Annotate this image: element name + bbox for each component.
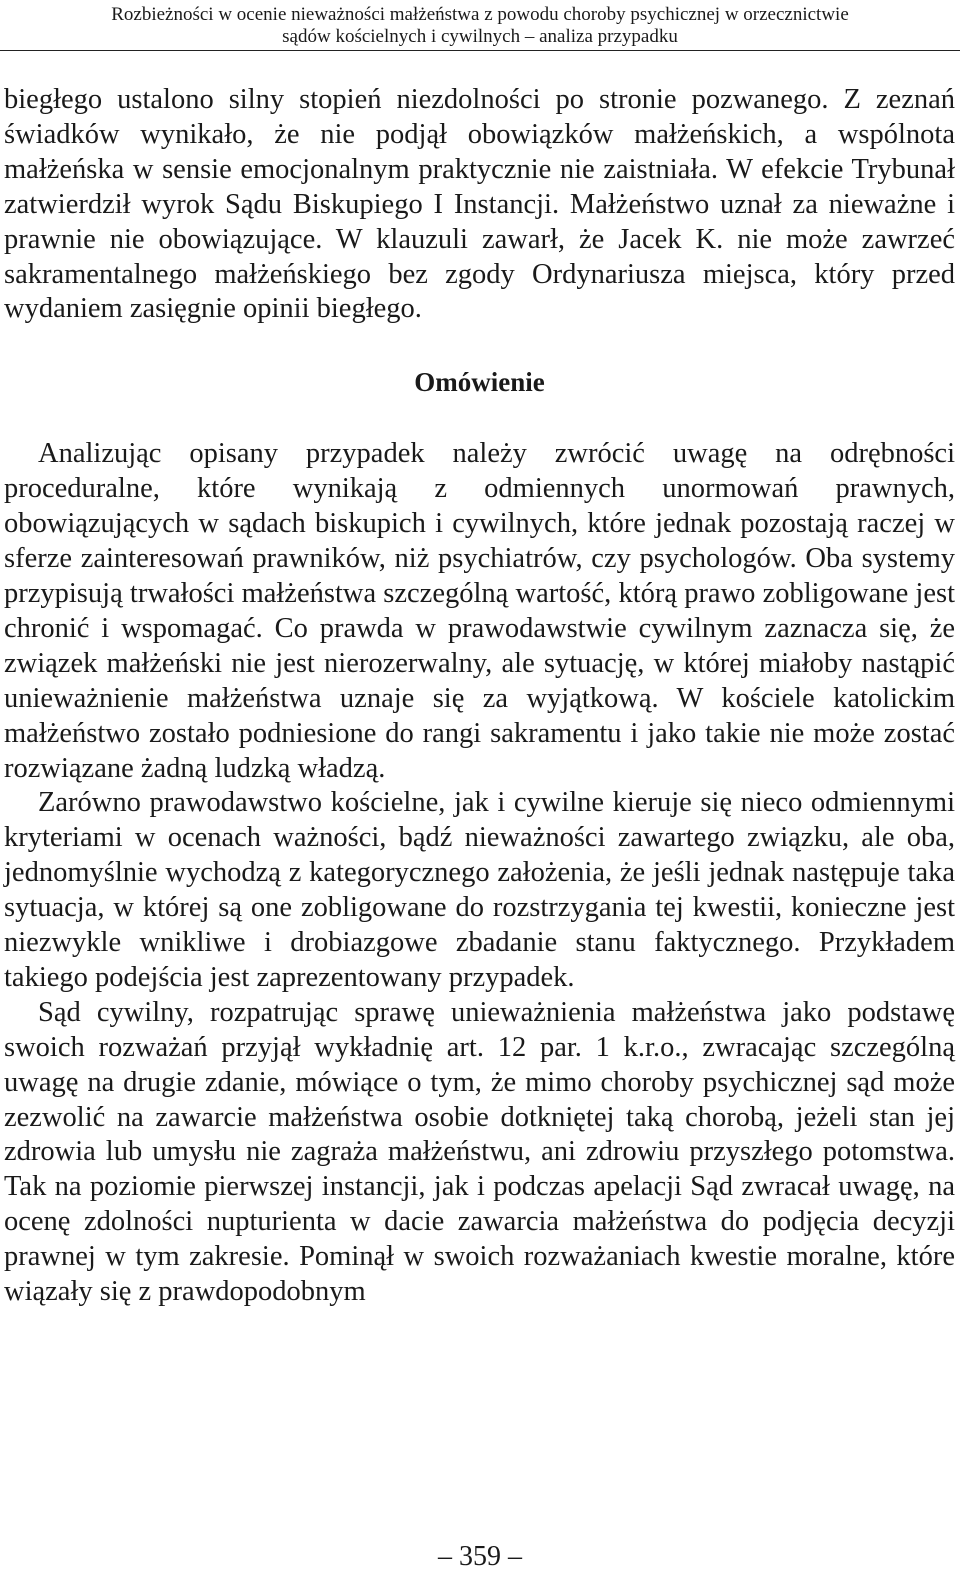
paragraph: Analizując opisany przypadek należy zwrócić uwagę na odrębności proceduralne, które wynikają z odmiennych unormowań prawnych, obowiązujących w sądach biskupich i cywilnych, które jednak pozostają raczej w sferze zainteresowań prawników, niż psychiatrów, czy psychologów. Oba systemy przypisują trwałości małżeństwa szczególną wartość, którą prawo zobligowane jest chronić i wspomagać. Co prawda w prawodawstwie cywilnym zaznacza się, że związek małżeński nie jest nierozerwalny, ale sytuację, w której miałoby nastąpić unieważnienie małżeństwa uznaje się za wyjątkową. W kościele katolickim małżeństwo zostało podniesione do rangi sakramentu i jako takie nie może zostać rozwiązane żadną ludzką władzą.	[4, 438, 955, 784]
header-divider	[0, 50, 960, 51]
body-text	[4, 83, 955, 1310]
running-header	[0, 4, 960, 48]
section-heading: Omówienie	[414, 367, 545, 398]
paragraph: Sąd cywilny, rozpatrując sprawę unieważnienia małżeństwa jako podstawę swoich rozważań przyjął wykładnię art. 12 par. 1 k.r.o., zwracając szczególną uwagę na drugie zdanie, mówiące o tym, że mimo choroby psychicznej sąd może zezwolić na zawarcie małżeństwa osobie dotkniętej taką chorobą, jeżeli stan jej zdrowia lub umysłu nie zagraża małżeństwu, ani zdrowiu przyszłego potomstwa. Tak na poziomie pierwszej instancji, jak i podczas apelacji Sąd zwracał uwagę, na ocenę zdolności nupturienta w dacie zawarcia małżeństwa do podjęcia decyzji prawnej w tym zakresie. Pominął w swoich rozważaniach kwestie moralne, które wiązały się z prawdopodobnym	[4, 996, 955, 1308]
running-header-line-2: sądów kościelnych i cywilnych – analiza przypadku	[282, 26, 678, 47]
page-number: – 359 –	[438, 1541, 522, 1572]
running-header-line-1: Rozbieżności w ocenie nieważności małżeństwa z powodu choroby psychicznej w orzecznictwie	[111, 4, 849, 25]
opening-paragraph: biegłego ustalono silny stopień niezdolności po stronie pozwanego. Z zeznań świadków wynikało, że nie podjął obowiązków małżeńskich, a wspólnota małżeńska w sensie emocjonalnym praktycznie nie zaistniała. W efekcie Trybunał zatwierdził wyrok Sądu Biskupiego I Instancji. Małżeństwo uznał za nieważne i prawnie nie obowiązujące. W klauzuli zawarł, że Jacek K. nie może zawrzeć sakramentalnego małżeńskiego bez zgody Ordynariusza miejsca, który przed wydaniem zasięgnie opinii biegłego.	[4, 84, 955, 325]
paragraph: Zarówno prawodawstwo kościelne, jak i cywilne kieruje się nieco odmiennymi kryteriami w ocenach ważności, bądź nieważności zawartego związku, ale oba, jednomyślnie wychodzą z kategorycznego założenia, że jeśli jednak następuje taka sytuacja, w której są one zobligowane do rozstrzygania tej kwestii, konieczne jest niezwykle wnikliwe i drobiazgowe zbadanie stanu faktycznego. Przykładem takiego podejścia jest zaprezentowany przypadek.	[4, 787, 955, 993]
